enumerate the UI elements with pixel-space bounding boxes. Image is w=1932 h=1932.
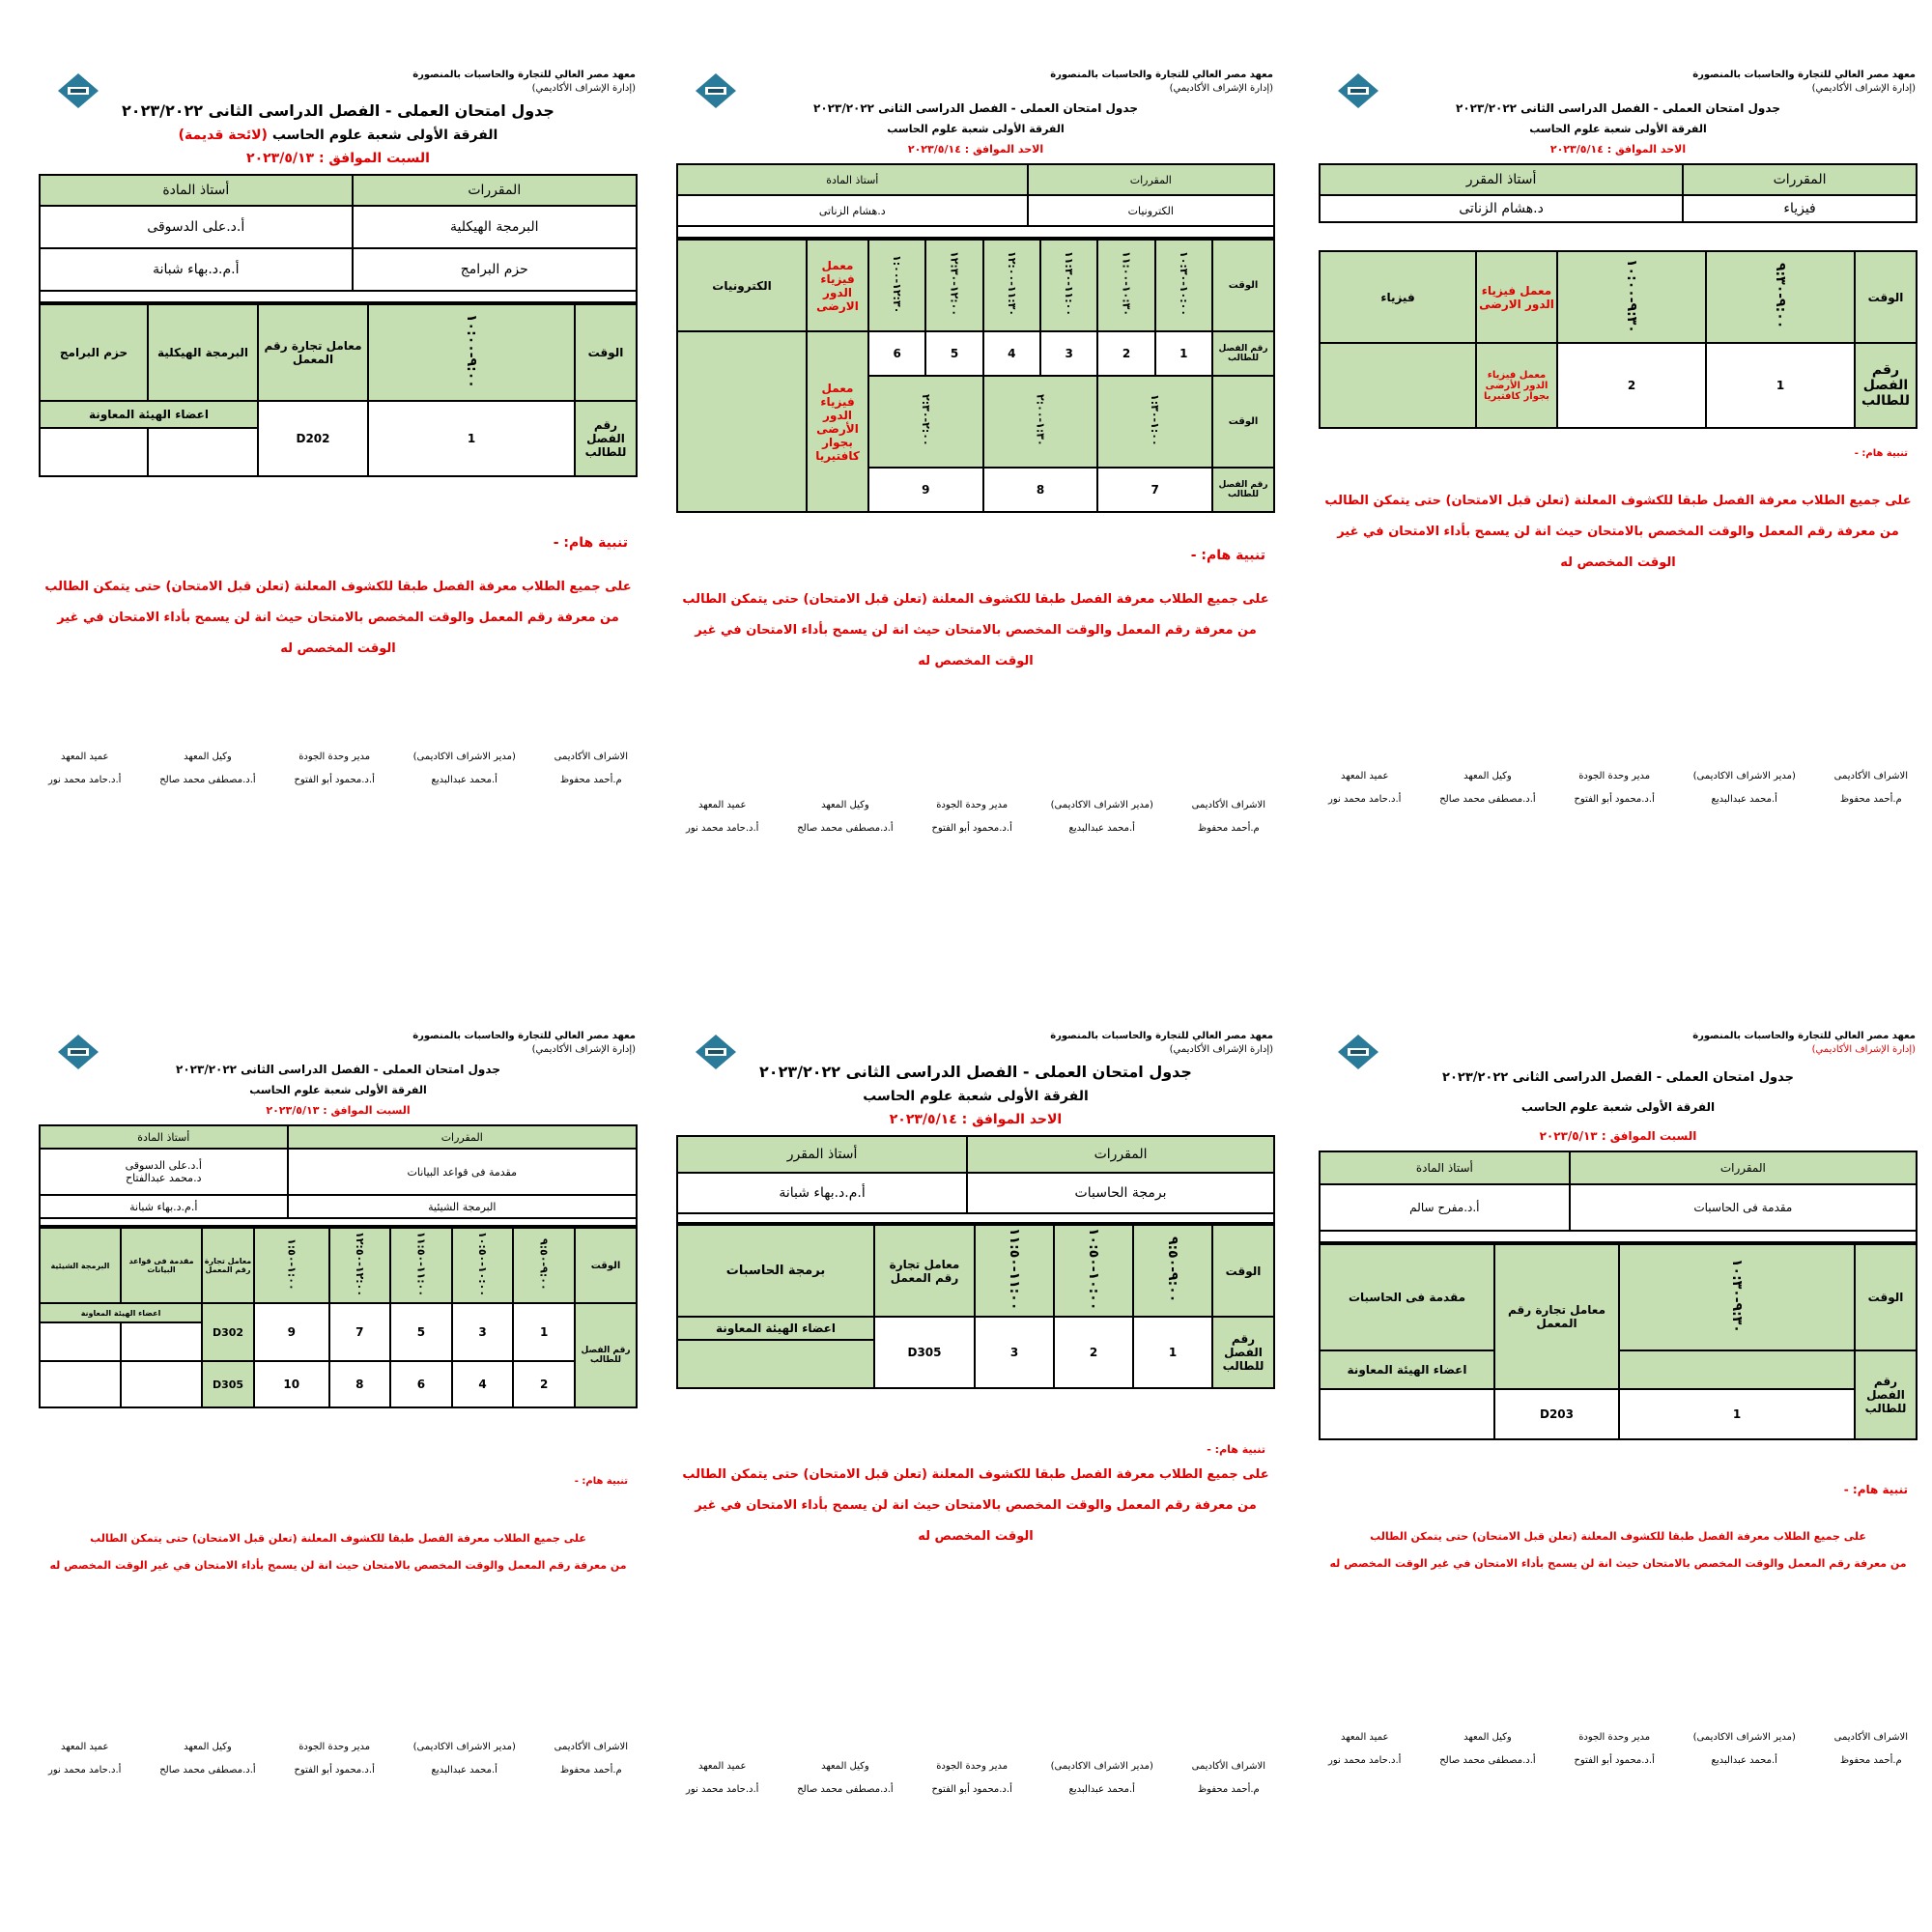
- institute-logo-icon: [56, 71, 100, 110]
- notice-heading: تنبية هام: -: [553, 535, 628, 551]
- exam-date: السبت الموافق : ٢٠٢٣/٥/١٣: [266, 1104, 411, 1117]
- department-name: (إدارة الإشراف الأكاديمي): [1811, 1044, 1916, 1055]
- schedule-table: الوقت ٩:٠٠-٩:٥٠ ١٠:٠٠-١٠:٥٠ ١١:٠٠-١١:٥٠ معامل تجارة رقم المعمل برمجة الحاسبات رقم الفصل للطالب 1 2 3 D305 اعضاء الهيئة المعاونة: [676, 1224, 1275, 1389]
- signatures: الاشراف الأكاديمى م.أحمد محفوظ (مدير الاشراف الاكاديمى) أ.محمد عبدالبديع مدير وحدة الجودة أ.د.محمود أبو الفتوح وكيل المعهد أ.د.مصطفى محمد صالح عميد المعهد أ.د.حامد محمد نور: [686, 800, 1265, 834]
- exam-date: السبت الموافق : ٢٠٢٣/٥/١٣: [246, 151, 430, 166]
- exam-title: جدول امتحان العملى - الفصل الدراسى الثانى ٢٠٢٣/٢٠٢٢: [176, 1063, 500, 1076]
- institute-logo-icon: [1336, 71, 1380, 110]
- institute-name: معهد مصر العالي للتجارة والحاسبات بالمنصورة: [1692, 70, 1916, 80]
- exam-date: الاحد الموافق : ٢٠٢٣/٥/١٤: [907, 143, 1044, 156]
- courses-table: المقررات أستاذ المقرر فيزياء د.هشام الزناتى: [1319, 163, 1918, 223]
- department-name: (إدارة الإشراف الأكاديمي): [1811, 83, 1916, 94]
- schedule-table: الوقت ١٠:٠٠-١٠:٣٠ ١٠:٣٠-١١:٠٠ ١١:٠٠-١١:٣٠ ١١:٣٠-١٢:٠٠ ١٢:٠٠-١٢:٣٠ ١٢:٣٠-١:٠٠ معمل فيزياء الدور الارضى الكترونيات رقم الفصل للطالب 1 2 3 4 5 6 معمل فيزياء الدور الأرضى بجوار كافتيريا الوقت ١:٠٠-١:٣٠ ١:٣٠-٢:٠٠ ٢:٠٠-٢:٣٠ رقم الفصل للطالب 7 8 9: [676, 239, 1275, 513]
- division-title: الفرقة الأولى شعبة علوم الحاسب: [1520, 1100, 1716, 1114]
- institute-name: معهد مصر العالي للتجارة والحاسبات بالمنصورة: [412, 70, 636, 80]
- notice-text: على جميع الطلاب معرفة الفصل طبقا للكشوف المعلنة (تعلن قبل الامتحان) حتى يتمكن الطالب من معرفة رقم المعمل والوقت المخصص بالامتحان حيث انة لن يسمح بأداء الامتحان في غير الوقت المخصص له: [682, 1467, 1269, 1544]
- exam-title: جدول امتحان العملى - الفصل الدراسى الثانى ٢٠٢٣/٢٠٢٢: [1442, 1070, 1794, 1085]
- schedule-page-1: [39, 68, 638, 937]
- institute-logo-icon: [694, 71, 738, 110]
- division-title: الفرقة الأولى شعبة علوم الحاسب: [1529, 123, 1707, 135]
- notice-text: على جميع الطلاب معرفة الفصل طبقا للكشوف المعلنة (تعلن قبل الامتحان) حتى يتمكن الطالب من معرفة رقم المعمل والوقت المخصص بالامتحان حيث انة لن يسمح بأداء الامتحان في غير الوقت المخصص له: [682, 592, 1269, 668]
- schedule-table: الوقت ٩:٠٠-١٠:٠٠ معامل تجارة رقم المعمل البرمجة الهيكلية حزم البرامج رقم الفصل للطالب 1 D202 اعضاء الهيئة المعاونة: [39, 303, 638, 477]
- institute-logo-icon: [1336, 1033, 1380, 1071]
- schedule-table: الوقت ٩:٠٠-٩:٥٠ ١٠:٠٠-١٠:٥٠ ١١:٠٠-١١:٥٠ ١٢:٠٠-١٢:٥٠ ١:٠٠-١:٥٠ معامل تجارة رقم المعمل مقدمة فى قواعد البيانات البرمجة الشيئية رقم الفصل للطالب 1 3 5 7 9 D302 اعضاء الهيئة المعاونة 2 4 6 8 10 D305: [39, 1227, 638, 1408]
- department-name: (إدارة الإشراف الأكاديمي): [531, 1044, 636, 1055]
- exam-date: الاحد الموافق : ٢٠٢٣/٥/١٤: [1549, 143, 1687, 156]
- division-title: الفرقة الأولى شعبة علوم الحاسب: [249, 1084, 427, 1096]
- notice-heading: تنبية هام: -: [1207, 1443, 1265, 1456]
- notice-heading: تنبية هام: -: [1854, 448, 1908, 459]
- institute-logo-icon: [56, 1033, 100, 1071]
- division-title: الفرقة الأولى شعبة علوم الحاسب: [887, 123, 1065, 135]
- division-title: الفرقة الأولى شعبة علوم الحاسب: [863, 1089, 1089, 1104]
- notice-text: على جميع الطلاب معرفة الفصل طبقا للكشوف المعلنة (تعلن قبل الامتحان) حتى يتمكن الطالب من معرفة رقم المعمل والوقت المخصص بالامتحان حيث انة لن يسمح بأداء الامتحان في غير الوقت المخصص له: [49, 1532, 627, 1572]
- exam-title: جدول امتحان العملى - الفصل الدراسى الثانى ٢٠٢٣/٢٠٢٢: [759, 1063, 1192, 1081]
- institute-name: معهد مصر العالي للتجارة والحاسبات بالمنصورة: [1050, 1031, 1273, 1041]
- exam-date: السبت الموافق : ٢٠٢٣/٥/١٣: [1539, 1129, 1697, 1143]
- signatures: الاشراف الأكاديمى م.أحمد محفوظ (مدير الاشراف الاكاديمى) أ.محمد عبدالبديع مدير وحدة الجودة أ.د.محمود أبو الفتوح وكيل المعهد أ.د.مصطفى محمد صالح عميد المعهد أ.د.حامد محمد نور: [48, 752, 628, 785]
- exam-title: جدول امتحان العملى - الفصل الدراسى الثانى ٢٠٢٣/٢٠٢٢: [1456, 101, 1780, 115]
- signatures: الاشراف الأكاديمى م.أحمد محفوظ (مدير الاشراف الاكاديمى) أ.محمد عبدالبديع مدير وحدة الجودة أ.د.محمود أبو الفتوح وكيل المعهد أ.د.مصطفى محمد صالح عميد المعهد أ.د.حامد محمد نور: [48, 1742, 628, 1776]
- courses-table: المقررات أستاذ المادة الكترونيات د.هشام الزناتى: [676, 163, 1275, 227]
- division-title: الفرقة الأولى شعبة علوم الحاسب (لائحة قديمة): [178, 128, 498, 143]
- institute-name: معهد مصر العالي للتجارة والحاسبات بالمنصورة: [1692, 1031, 1916, 1041]
- department-name: (إدارة الإشراف الأكاديمي): [1169, 1044, 1273, 1055]
- exam-title: جدول امتحان العملى - الفصل الدراسى الثانى ٢٠٢٣/٢٠٢٢: [122, 101, 554, 120]
- signatures: الاشراف الأكاديمى م.أحمد محفوظ (مدير الاشراف الاكاديمى) أ.محمد عبدالبديع مدير وحدة الجودة أ.د.محمود أبو الفتوح وكيل المعهد أ.د.مصطفى محمد صالح عميد المعهد أ.د.حامد محمد نور: [1328, 1732, 1908, 1766]
- institute-logo-icon: [694, 1033, 738, 1071]
- notice-text: على جميع الطلاب معرفة الفصل طبقا للكشوف المعلنة (تعلن قبل الامتحان) حتى يتمكن الطالب من معرفة رقم المعمل والوقت المخصص بالامتحان حيث انة لن يسمح بأداء الامتحان في غير الوقت المخصص له: [1329, 1530, 1907, 1570]
- schedule-page-5: [676, 1029, 1275, 1898]
- schedule-page-2: [676, 68, 1275, 937]
- institute-name: معهد مصر العالي للتجارة والحاسبات بالمنصورة: [1050, 70, 1273, 80]
- schedule-table: الوقت ٩:٠٠-٩:٣٠ ٩:٣٠-١٠:٠٠ معمل فيزياء الدور الارضى فيزياء رقم الفصل للطالب 1 2 معمل فيزياء الدور الأرضى بجوار كافتيريا: [1319, 250, 1918, 429]
- schedule-page-6: [1319, 1029, 1918, 1898]
- notice-text: على جميع الطلاب معرفة الفصل طبقا للكشوف المعلنة (تعلن قبل الامتحان) حتى يتمكن الطالب من معرفة رقم المعمل والوقت المخصص بالامتحان حيث انة لن يسمح بأداء الامتحان في غير الوقت المخصص له: [1324, 494, 1912, 570]
- notice-text: على جميع الطلاب معرفة الفصل طبقا للكشوف المعلنة (تعلن قبل الامتحان) حتى يتمكن الطالب من معرفة رقم المعمل والوقت المخصص بالامتحان حيث انة لن يسمح بأداء الامتحان في غير الوقت المخصص له: [44, 580, 632, 656]
- courses-table: المقررات أستاذ المادة مقدمة فى الحاسبات أ.د.مفرح سالم: [1319, 1151, 1918, 1232]
- schedule-page-4: [39, 1029, 638, 1898]
- exam-date: الاحد الموافق : ٢٠٢٣/٥/١٤: [889, 1112, 1063, 1127]
- signatures: الاشراف الأكاديمى م.أحمد محفوظ (مدير الاشراف الاكاديمى) أ.محمد عبدالبديع مدير وحدة الجودة أ.د.محمود أبو الفتوح وكيل المعهد أ.د.مصطفى محمد صالح عميد المعهد أ.د.حامد محمد نور: [686, 1761, 1265, 1795]
- schedule-table: الوقت ٩:٣٠-١٠:٣٠ معامل تجارة رقم المعمل مقدمة فى الحاسبات رقم الفصل للطالب اعضاء الهيئة المعاونة 1 D203: [1319, 1243, 1918, 1440]
- notice-heading: تنبية هام: -: [1190, 548, 1265, 563]
- notice-heading: تنبية هام: -: [574, 1476, 628, 1487]
- signatures: الاشراف الأكاديمى م.أحمد محفوظ (مدير الاشراف الاكاديمى) أ.محمد عبدالبديع مدير وحدة الجودة أ.د.محمود أبو الفتوح وكيل المعهد أ.د.مصطفى محمد صالح عميد المعهد أ.د.حامد محمد نور: [1328, 771, 1908, 805]
- notice-heading: تنبية هام: -: [1843, 1483, 1908, 1496]
- exam-title: جدول امتحان العملى - الفصل الدراسى الثانى ٢٠٢٣/٢٠٢٢: [813, 101, 1138, 115]
- courses-table: المقررات أستاذ المادة مقدمة فى قواعد البيانات أ.د.على الدسوقى د.محمد عبدالفتاح البرمجة الشيئية أ.م.د.بهاء شبانة: [39, 1124, 638, 1219]
- institute-name: معهد مصر العالي للتجارة والحاسبات بالمنصورة: [412, 1031, 636, 1041]
- department-name: (إدارة الإشراف الأكاديمي): [531, 83, 636, 94]
- department-name: (إدارة الإشراف الأكاديمي): [1169, 83, 1273, 94]
- schedule-page-3: [1319, 68, 1918, 937]
- courses-table: المقررات أستاذ المقرر برمجة الحاسبات أ.م.د.بهاء شبانة: [676, 1135, 1275, 1214]
- courses-table: المقررات أستاذ المادة البرمجة الهيكلية أ.د.على الدسوقى حزم البرامج أ.م.د.بهاء شبانة: [39, 174, 638, 292]
